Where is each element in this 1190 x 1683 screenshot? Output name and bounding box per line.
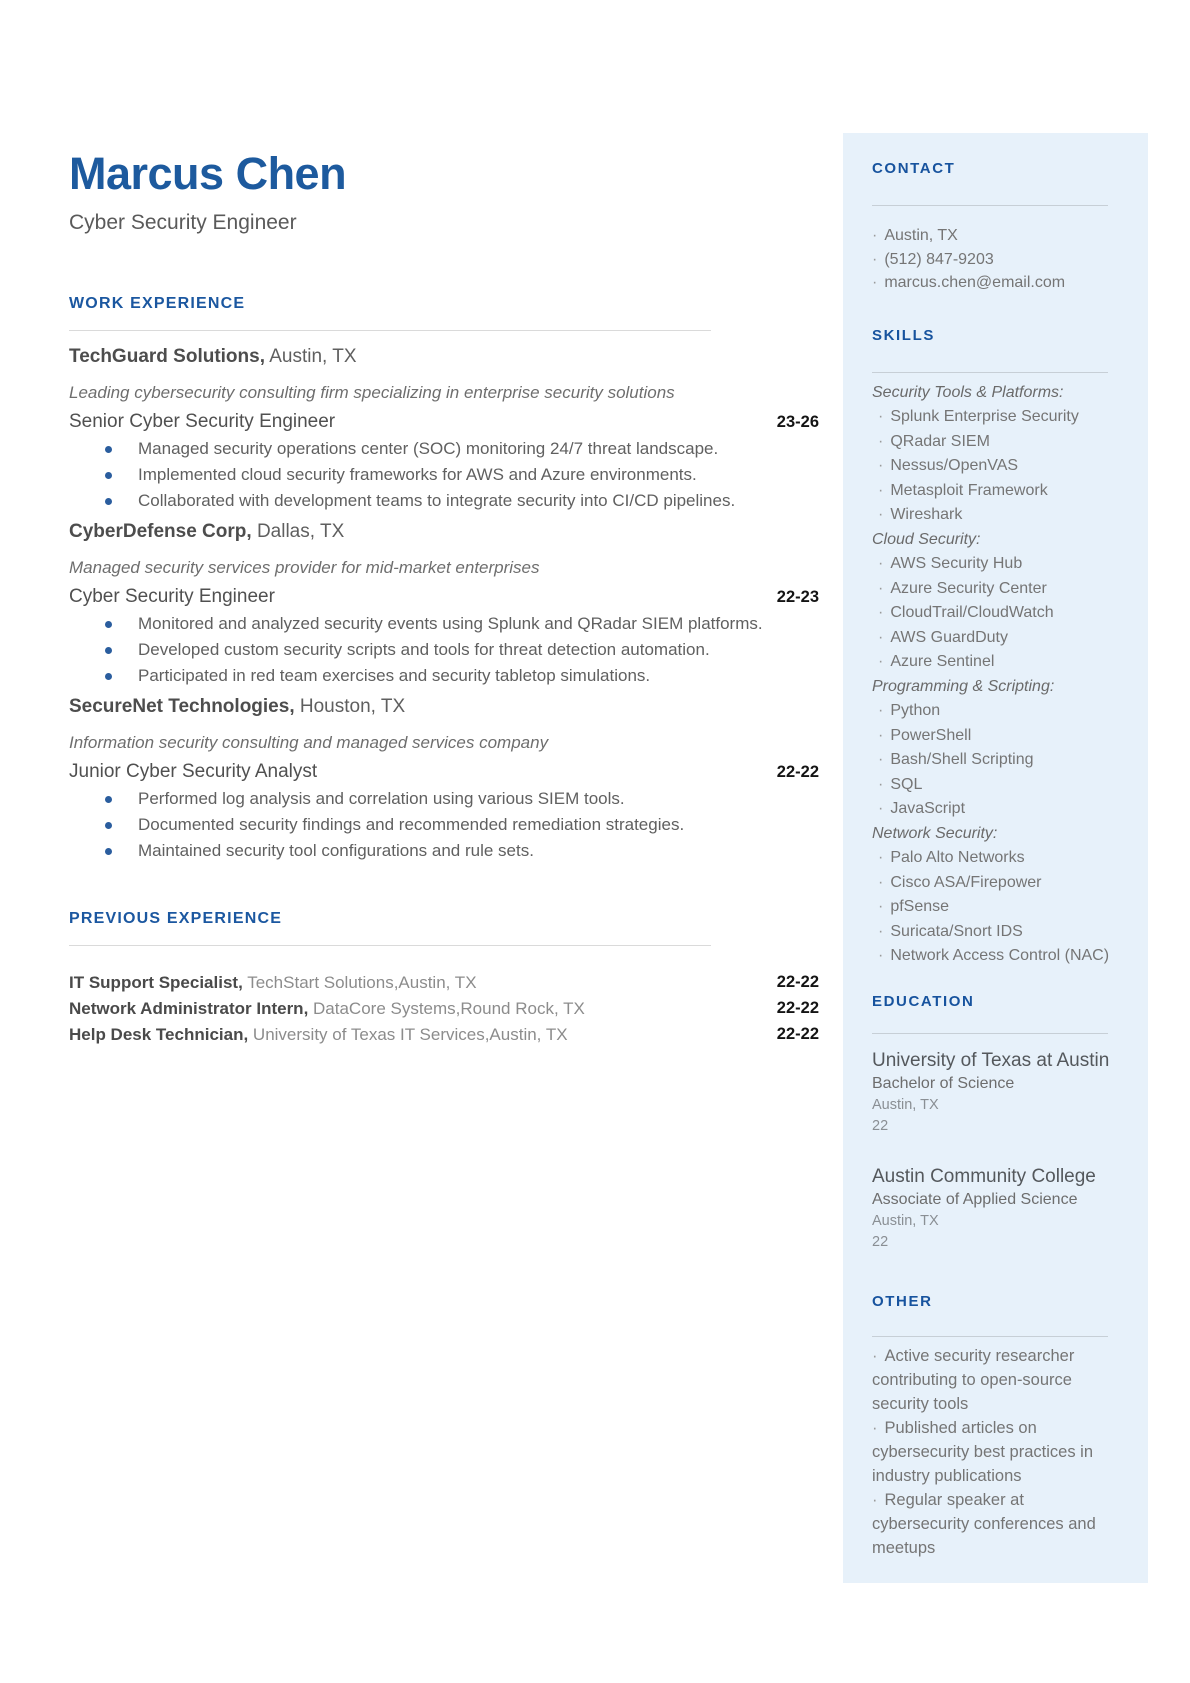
skill-item-text: Python	[890, 702, 941, 719]
skill-item	[872, 699, 1112, 724]
previous-dates: 22-22	[776, 1025, 819, 1043]
skill-item-text: Azure Sentinel	[890, 653, 995, 670]
contact-item-text: Austin, TX	[884, 227, 958, 244]
bullet-item: Maintained security tool configurations and rule sets.	[138, 838, 763, 864]
bullet-item: Participated in red team exercises and security tabletop simulations.	[138, 663, 763, 689]
education-school	[872, 1048, 1112, 1137]
skill-item	[872, 724, 1112, 749]
skill-category: Programming & Scripting:	[872, 677, 1055, 695]
skill-item-text: Cisco ASA/Firepower	[890, 873, 1042, 891]
skill-item-text: AWS GuardDuty	[890, 628, 1008, 646]
school-degree: Bachelor of Science	[872, 1074, 1015, 1092]
previous-dates: 22-22	[776, 973, 819, 991]
skill-item-text: Wireshark	[890, 506, 963, 523]
bullet-dot: ·	[872, 1490, 878, 1509]
previous-experience-row	[69, 1022, 819, 1048]
previous-company-location: University of Texas IT Services,Austin, TX	[248, 1025, 568, 1044]
bullet-dot: ·	[878, 628, 884, 646]
skill-group-list	[872, 699, 1112, 822]
section-header-work-experience: WORK EXPERIENCE	[69, 295, 246, 312]
divider	[872, 1033, 1108, 1034]
school-year: 22	[872, 1117, 889, 1134]
role-title: Junior Cyber Security Analyst	[69, 761, 318, 782]
skill-item	[872, 454, 1112, 479]
skill-item-text: Nessus/OpenVAS	[890, 457, 1019, 474]
divider	[872, 205, 1108, 206]
bullet-dot: ·	[878, 922, 884, 940]
bullet-dot: ·	[878, 506, 884, 523]
skill-item-text: PowerShell	[890, 726, 972, 744]
company-description: Leading cybersecurity consulting firm specializing in enterprise security solutions	[69, 383, 675, 402]
bullet-item: Collaborated with development teams to integrate security into CI/CD pipelines.	[138, 488, 763, 514]
skill-item	[872, 479, 1112, 504]
skill-item-text: pfSense	[890, 898, 950, 915]
role-row	[69, 585, 819, 609]
bullet-dot: ·	[878, 457, 884, 474]
bullet-item: Documented security findings and recommended remediation strategies.	[138, 812, 763, 838]
role-bullet-list	[69, 611, 819, 689]
bullet-dot: ·	[872, 250, 878, 268]
company-location: Houston, TX	[294, 696, 406, 717]
skill-item	[872, 626, 1112, 651]
company-name: TechGuard Solutions,	[69, 346, 265, 367]
previous-experience-list	[69, 970, 819, 1048]
bullet-dot: ·	[878, 726, 884, 744]
other-list	[872, 1344, 1112, 1560]
divider	[69, 945, 711, 946]
bullet-item: Performed log analysis and correlation using various SIEM tools.	[138, 786, 763, 812]
bullet-dot: ·	[872, 1346, 878, 1365]
school-name: University of Texas at Austin	[872, 1049, 1110, 1071]
role-row	[69, 410, 819, 434]
school-degree: Associate of Applied Science	[872, 1190, 1078, 1208]
skill-item-text: AWS Security Hub	[890, 555, 1023, 572]
company-row	[69, 695, 819, 718]
bullet-dot: ·	[878, 702, 884, 719]
bullet-dot: ·	[878, 579, 884, 597]
bullet-item: Developed custom security scripts and tools for threat detection automation.	[138, 637, 763, 663]
company-row	[69, 520, 819, 543]
bullet-dot: ·	[872, 274, 878, 291]
previous-role: Network Administrator Intern,	[69, 999, 309, 1018]
skill-item	[872, 773, 1112, 798]
divider	[69, 330, 711, 331]
previous-role-line	[69, 996, 585, 1022]
previous-role-line	[69, 970, 477, 996]
main-column	[69, 148, 819, 1048]
skill-item	[872, 895, 1112, 920]
other-item	[872, 1344, 1112, 1416]
bullet-dot: ·	[878, 775, 884, 793]
sidebar-header-skills: SKILLS	[872, 326, 935, 344]
contact-list	[872, 224, 1112, 295]
contact-item	[872, 271, 1112, 295]
contact-item-text: marcus.chen@email.com	[884, 274, 1066, 291]
skill-category: Network Security:	[872, 824, 998, 842]
bullet-dot: ·	[878, 849, 884, 866]
company-location: Dallas, TX	[251, 521, 345, 542]
school-location: Austin, TX	[872, 1096, 939, 1113]
other-item-text: Active security researcher contributing to open-source security tools	[872, 1346, 1075, 1413]
skill-item	[872, 797, 1112, 822]
bullet-dot: ·	[878, 408, 884, 425]
bullet-dot: ·	[878, 555, 884, 572]
company-row	[69, 345, 819, 368]
bullet-dot: ·	[878, 432, 884, 450]
divider	[872, 1336, 1108, 1337]
skill-item-text: Suricata/Snort IDS	[890, 922, 1023, 940]
previous-experience-row	[69, 970, 819, 996]
bullet-dot: ·	[878, 800, 884, 817]
sidebar	[872, 133, 1112, 1560]
candidate-name: Marcus Chen	[69, 148, 347, 199]
bullet-item: Managed security operations center (SOC) monitoring 24/7 threat landscape.	[138, 436, 763, 462]
previous-role: Help Desk Technician,	[69, 1025, 249, 1044]
bullet-dot: ·	[878, 947, 884, 964]
skill-item	[872, 944, 1112, 969]
skill-item	[872, 871, 1112, 896]
company-description: Information security consulting and managed services company	[69, 733, 549, 752]
bullet-item: Monitored and analyzed security events using Splunk and QRadar SIEM platforms.	[138, 611, 763, 637]
bullet-dot: ·	[872, 1418, 878, 1437]
skill-item	[872, 405, 1112, 430]
bullet-dot: ·	[878, 481, 884, 499]
contact-item-text: (512) 847-9203	[884, 250, 994, 268]
candidate-job-title: Cyber Security Engineer	[69, 211, 297, 234]
sidebar-header-education: EDUCATION	[872, 992, 975, 1010]
company-name: CyberDefense Corp,	[69, 521, 252, 542]
skills-block	[872, 381, 1112, 969]
other-item	[872, 1488, 1112, 1560]
role-bullet-list	[69, 436, 819, 514]
company-name: SecureNet Technologies,	[69, 696, 295, 717]
role-dates: 22-23	[776, 588, 819, 606]
skill-category: Cloud Security:	[872, 530, 981, 548]
role-title: Senior Cyber Security Engineer	[69, 411, 336, 432]
divider	[872, 372, 1108, 373]
previous-experience-row	[69, 996, 819, 1022]
skill-item	[872, 846, 1112, 871]
skill-item-text: Network Access Control (NAC)	[890, 947, 1110, 964]
skill-group-list	[872, 846, 1112, 969]
bullet-dot: ·	[878, 751, 884, 768]
previous-company-location: DataCore Systems,Round Rock, TX	[308, 999, 585, 1018]
bullet-dot: ·	[878, 653, 884, 670]
skill-item-text: JavaScript	[890, 800, 966, 817]
previous-company-location: TechStart Solutions,Austin, TX	[242, 973, 477, 992]
skill-item	[872, 577, 1112, 602]
sidebar-header-other: OTHER	[872, 1292, 933, 1310]
skill-item	[872, 920, 1112, 945]
role-title: Cyber Security Engineer	[69, 586, 275, 607]
skill-item-text: Metasploit Framework	[890, 481, 1048, 499]
contact-item	[872, 224, 1112, 248]
school-location: Austin, TX	[872, 1212, 939, 1229]
skill-item-text: Azure Security Center	[890, 579, 1047, 597]
school-year: 22	[872, 1233, 889, 1250]
skill-item	[872, 430, 1112, 455]
other-item-text: Regular speaker at cybersecurity conferences and meetups	[872, 1490, 1096, 1557]
skill-item-text: Splunk Enterprise Security	[890, 408, 1079, 425]
role-bullet-list	[69, 786, 819, 864]
company-location: Austin, TX	[265, 346, 357, 367]
skill-group-list	[872, 405, 1112, 528]
bullet-dot: ·	[872, 227, 878, 244]
skill-item	[872, 650, 1112, 675]
bullet-item: Implemented cloud security frameworks for AWS and Azure environments.	[138, 462, 763, 488]
previous-dates: 22-22	[776, 999, 819, 1017]
skill-item-text: CloudTrail/CloudWatch	[890, 604, 1054, 621]
skill-item-text: Bash/Shell Scripting	[890, 751, 1034, 768]
role-dates: 22-22	[776, 763, 819, 781]
skill-item	[872, 503, 1112, 528]
bullet-dot: ·	[878, 898, 884, 915]
previous-role-line	[69, 1022, 568, 1048]
role-row	[69, 760, 819, 784]
skill-item	[872, 552, 1112, 577]
bullet-dot: ·	[878, 604, 884, 621]
skill-group-list	[872, 552, 1112, 675]
other-item	[872, 1416, 1112, 1488]
education-school	[872, 1164, 1112, 1253]
sidebar-header-contact: CONTACT	[872, 160, 956, 177]
skill-item-text: SQL	[890, 775, 923, 793]
skill-item	[872, 601, 1112, 626]
skill-item-text: QRadar SIEM	[890, 432, 990, 450]
skill-item-text: Palo Alto Networks	[890, 849, 1025, 866]
company-description: Managed security services provider for mid-market enterprises	[69, 558, 540, 577]
skill-item	[872, 748, 1112, 773]
other-item-text: Published articles on cybersecurity best practices in industry publications	[872, 1418, 1094, 1485]
section-header-previous-experience: PREVIOUS EXPERIENCE	[69, 910, 283, 927]
skill-category: Security Tools & Platforms:	[872, 383, 1064, 401]
previous-role: IT Support Specialist,	[69, 973, 243, 992]
school-name: Austin Community College	[872, 1165, 1096, 1187]
role-dates: 23-26	[776, 413, 819, 431]
contact-item	[872, 248, 1112, 272]
bullet-dot: ·	[878, 873, 884, 891]
